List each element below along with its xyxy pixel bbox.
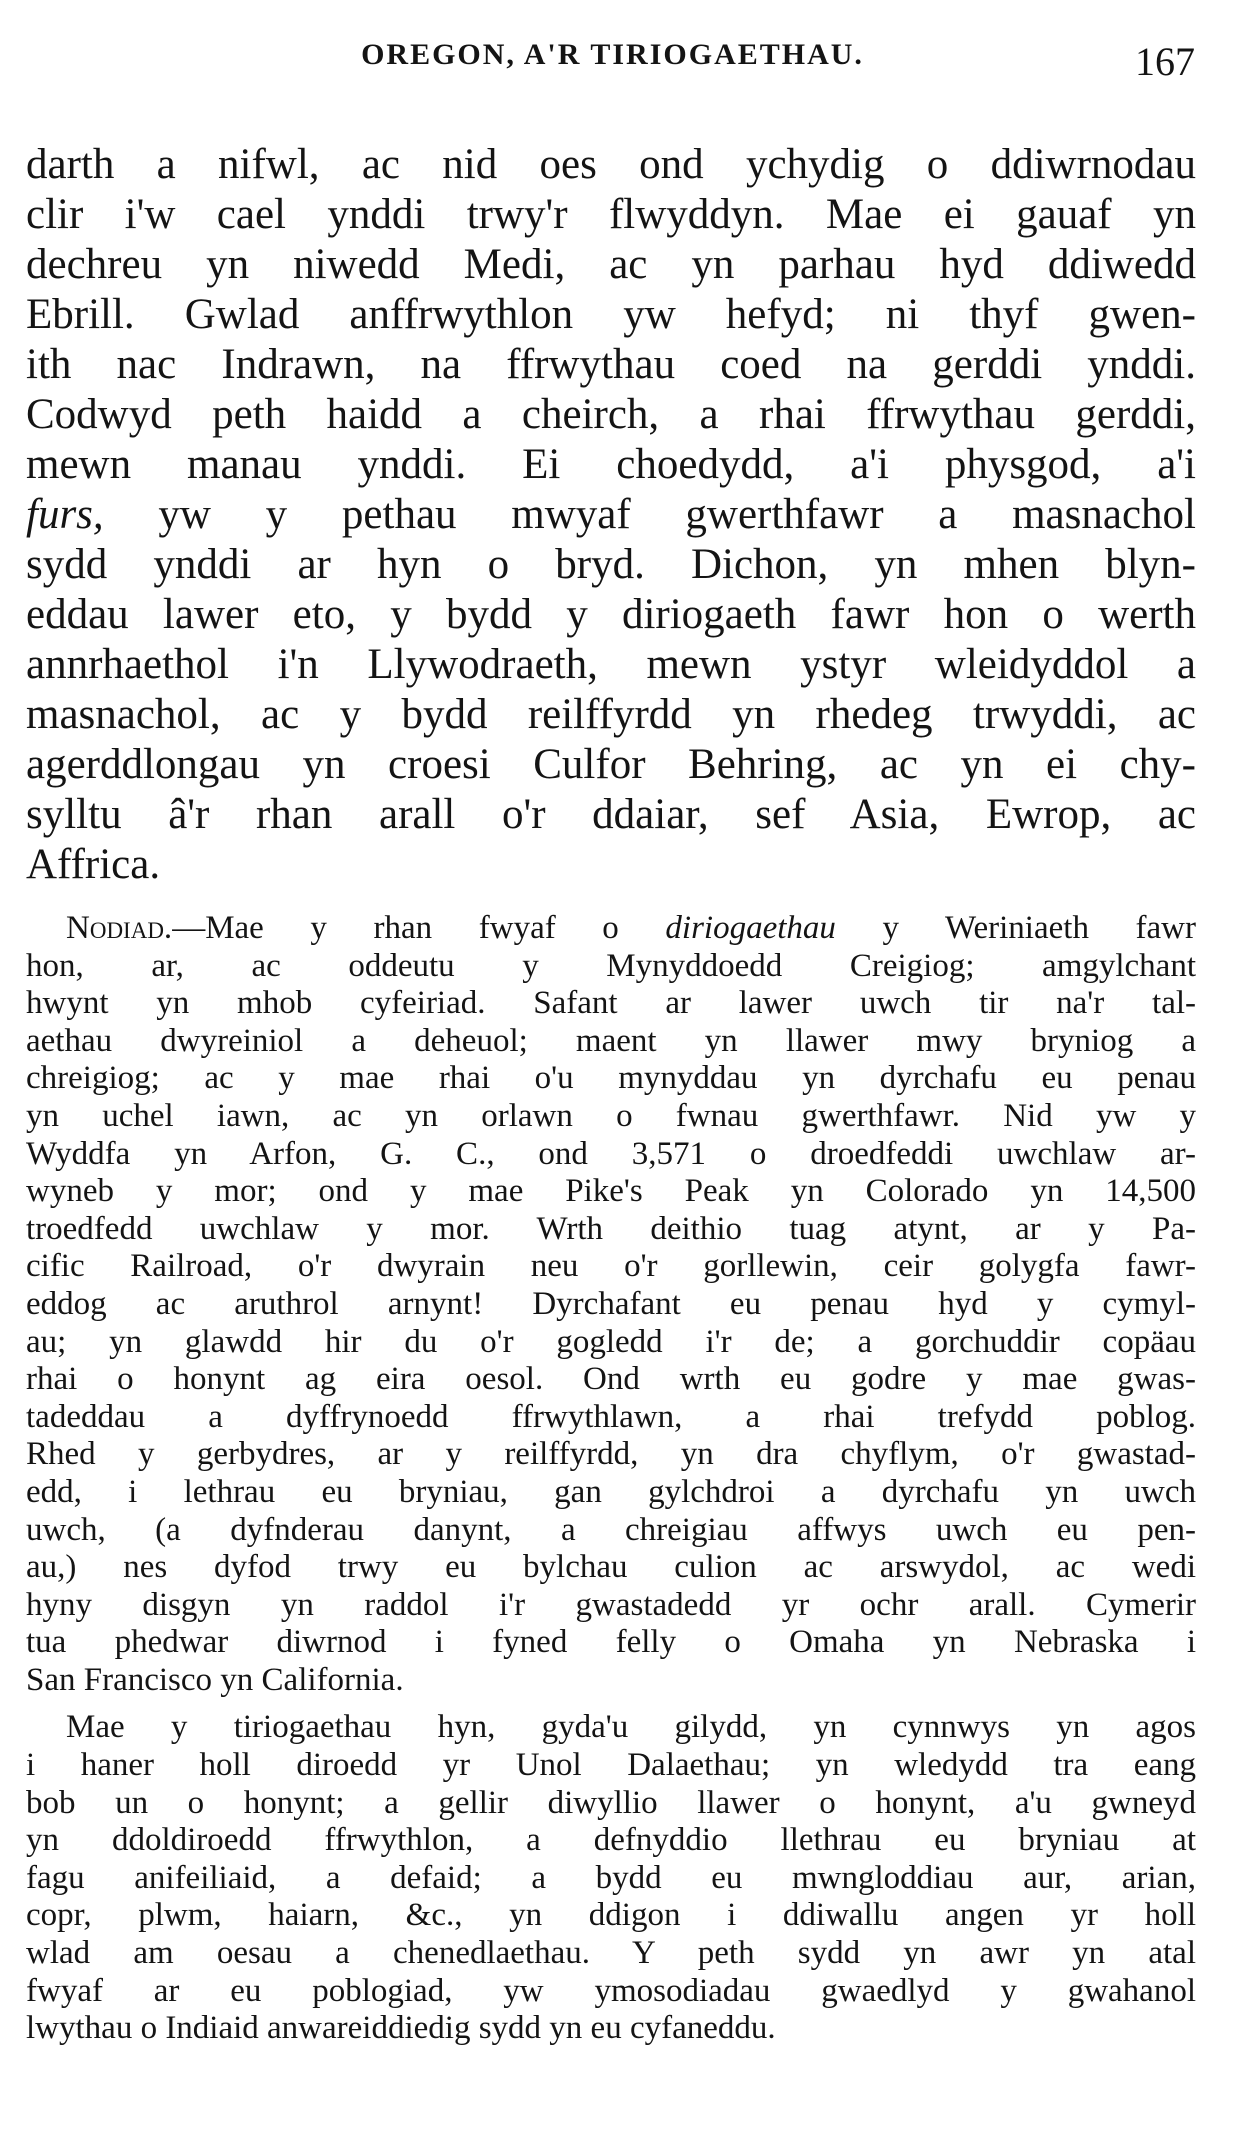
text-line: masnachol, ac y bydd reilffyrdd yn rhedeg trwyddi, ac xyxy=(26,691,1196,738)
text-line: annrhaethol i'n Llywodraeth, mewn ystyr wleidyddol a xyxy=(26,641,1196,688)
note-line: bob un o honynt; a gellir diwyllio llawer o honynt, a'u gwneyd xyxy=(26,1784,1196,1821)
note-line: eddog ac aruthrol arnynt! Dyrchafant eu penau hyd y cymyl- xyxy=(26,1285,1196,1322)
note-line: hwynt yn mhob cyfeiriad. Safant ar lawer uwch tir na'r tal- xyxy=(26,985,1196,1022)
note-line: au,) nes dyfod trwy eu bylchau culion ac arswydol, ac wedi xyxy=(26,1549,1196,1586)
note-line: au; yn glawdd hir du o'r gogledd i'r de; a gorchuddir copäau xyxy=(26,1323,1196,1360)
running-head xyxy=(30,38,1195,88)
text-line: sylltu â'r rhan arall o'r ddaiar, sef Asia, Ewrop, ac xyxy=(26,791,1196,838)
text-line: darth a nifwl, ac nid oes ond ychydig o ddiwrnodau xyxy=(26,141,1196,188)
note-label: Nodiad. xyxy=(66,910,173,946)
note-line: wlad am oesau a chenedlaethau. Y peth sydd yn awr yn atal xyxy=(26,1935,1196,1972)
note-line: chreigiog; ac y mae rhai o'u mynyddau yn dyrchafu eu penau xyxy=(26,1060,1196,1097)
note-line: wyneb y mor; ond y mae Pike's Peak yn Colorado yn 14,500 xyxy=(26,1173,1196,1210)
note-line: tua phedwar diwrnod i fyned felly o Omaha yn Nebraska i xyxy=(26,1624,1196,1661)
note-line: i haner holl diroedd yr Unol Dalaethau; yn wledydd tra eang xyxy=(26,1747,1196,1784)
note-line: San Francisco yn California. xyxy=(26,1661,404,1698)
note-line: copr, plwm, haiarn, &c., yn ddigon i ddiwallu angen yr holl xyxy=(26,1897,1196,1934)
main-paragraph xyxy=(26,140,1196,890)
text-fragment: yw y pethau mwyaf gwerthfawr a masnachol xyxy=(103,491,1196,538)
note-line: Mae y tiriogaethau hyn, gyda'u gilydd, yn cynnwys yn agos xyxy=(66,1709,1196,1746)
note-section xyxy=(26,910,1196,2048)
note-line: hyny disgyn yn raddol i'r gwastadedd yr ochr arall. Cymerir xyxy=(26,1586,1196,1623)
italic-word: diriogaethau xyxy=(665,910,836,946)
text-line: Ebrill. Gwlad anffrwythlon yw hefyd; ni thyf gwen- xyxy=(26,291,1196,338)
note-line: Rhed y gerbydres, ar y reilffyrdd, yn dra chyflym, o'r gwastad- xyxy=(26,1436,1196,1473)
note-line: fagu anifeiliaid, a defaid; a bydd eu mwngloddiau aur, arian, xyxy=(26,1859,1196,1896)
text-fragment: —Mae y rhan fwyaf o xyxy=(172,910,666,946)
text-line: ith nac Indrawn, na ffrwythau coed na gerddi ynddi. xyxy=(26,341,1196,388)
note-line: rhai o honynt ag eira oesol. Ond wrth eu godre y mae gwas- xyxy=(26,1361,1196,1398)
note-line: fwyaf ar eu poblogiad, yw ymosodiadau gwaedlyd y gwahanol xyxy=(26,1972,1196,2009)
text-line: sydd ynddi ar hyn o bryd. Dichon, yn mhen blyn- xyxy=(26,541,1196,588)
note-line: edd, i lethrau eu bryniau, gan gylchdroi a dyrchafu yn uwch xyxy=(26,1473,1196,1510)
text-line: mewn manau ynddi. Ei choedydd, a'i physgod, a'i xyxy=(26,441,1196,488)
note-line: lwythau o Indiaid anwareiddiedig sydd yn eu cyfaneddu. xyxy=(26,2010,776,2047)
note-line: aethau dwyreiniol a deheuol; maent yn llawer mwy bryniog a xyxy=(26,1022,1196,1059)
note-line: yn uchel iawn, ac yn orlawn o fwnau gwerthfawr. Nid yw y xyxy=(26,1097,1196,1134)
text-line: agerddlongau yn croesi Culfor Behring, ac yn ei chy- xyxy=(26,741,1196,788)
note-line: uwch, (a dyfnderau danynt, a chreigiau affwys uwch eu pen- xyxy=(26,1511,1196,1548)
text-fragment: y Weriniaeth fawr xyxy=(835,910,1196,946)
text-line: Codwyd peth haidd a cheirch, a rhai ffrwythau gerddi, xyxy=(26,391,1196,438)
italic-word: furs, xyxy=(26,491,104,538)
note-line: cific Railroad, o'r dwyrain neu o'r gorllewin, ceir golygfa fawr- xyxy=(26,1248,1196,1285)
text-line: clir i'w cael ynddi trwy'r flwyddyn. Mae ei gauaf yn xyxy=(26,191,1196,238)
note-line: tadeddau a dyffrynoedd ffrwythlawn, a rhai trefydd poblog. xyxy=(26,1398,1196,1435)
note-first-line xyxy=(26,910,1196,948)
note-line: yn ddoldiroedd ffrwythlon, a defnyddio llethrau eu bryniau at xyxy=(26,1822,1196,1859)
text-line: dechreu yn niwedd Medi, ac yn parhau hyd ddiwedd xyxy=(26,241,1196,288)
note-line: hon, ar, ac oddeutu y Mynyddoedd Creigiog; amgylchant xyxy=(26,947,1196,984)
note-line: Wyddfa yn Arfon, G. C., ond 3,571 o droedfeddi uwchlaw ar- xyxy=(26,1135,1196,1172)
text-line-with-italic xyxy=(26,490,1196,540)
note-line: troedfedd uwchlaw y mor. Wrth deithio tuag atynt, ar y Pa- xyxy=(26,1210,1196,1247)
text-line: Affrica. xyxy=(26,841,161,888)
running-title: OREGON, A'R TIRIOGAETHAU. xyxy=(361,38,864,71)
page-number: 167 xyxy=(1135,39,1195,84)
text-line: eddau lawer eto, y bydd y diriogaeth fawr hon o werth xyxy=(26,591,1196,638)
paragraph-gap xyxy=(26,1699,1196,1709)
